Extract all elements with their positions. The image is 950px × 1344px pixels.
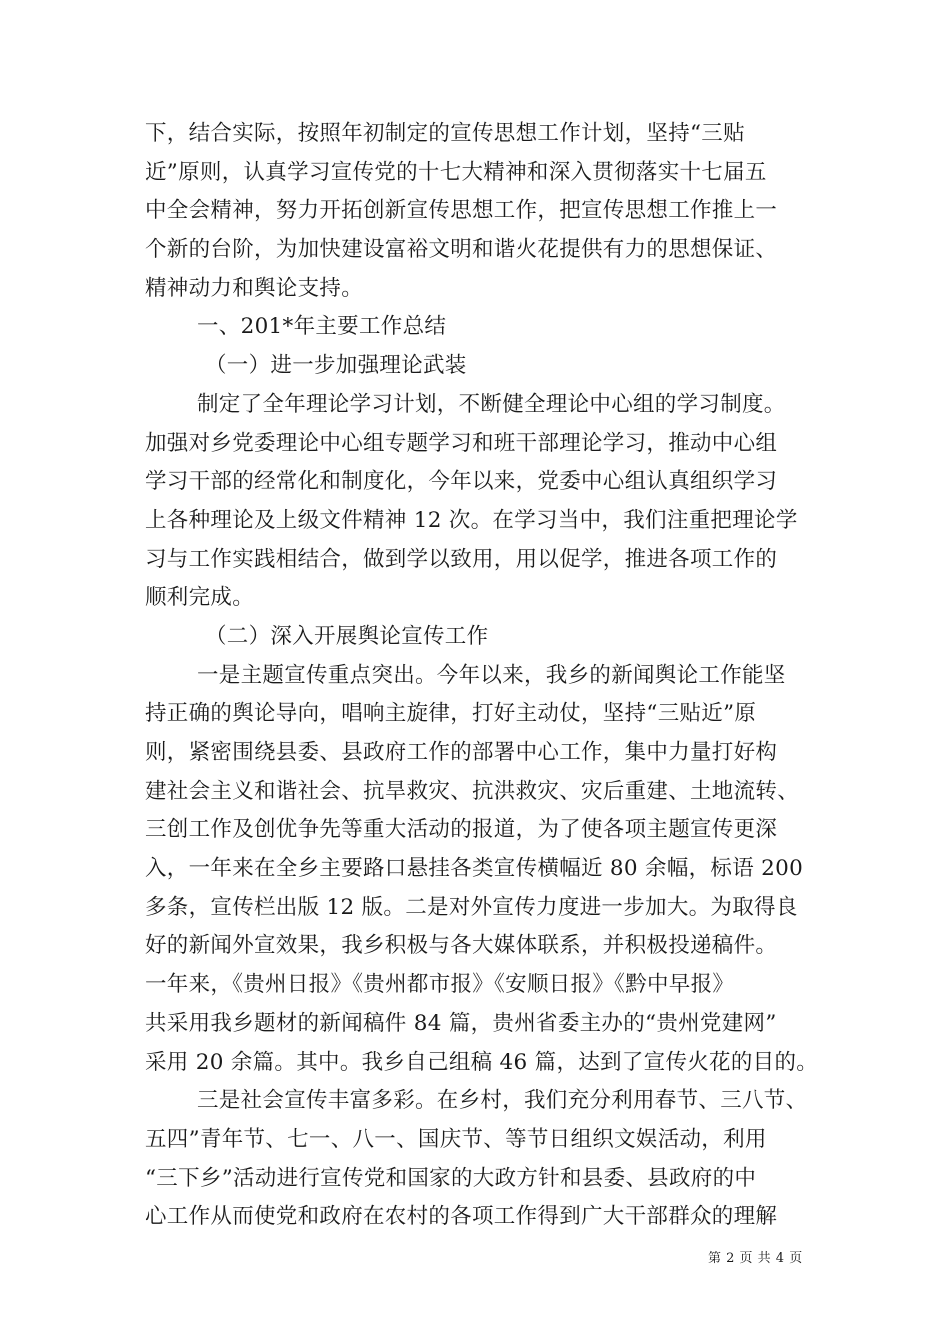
text-line: 入，一年来在全乡主要路口悬挂各类宣传横幅近 80 余幅，标语 200: [145, 856, 804, 882]
paragraph-start: 三是社会宣传丰富多彩。在乡村，我们充分利用春节、三八节、: [197, 1088, 808, 1114]
text-line: 加强对乡党委理论中心组专题学习和班干部理论学习，推动中心组: [145, 430, 778, 456]
subsection-heading: （一）进一步加强理论武装: [205, 353, 467, 379]
text-line: 建社会主义和谐社会、抗旱救灾、抗洪救灾、灾后重建、土地流转、: [145, 778, 800, 804]
text-line: “三下乡”活动进行宣传党和国家的大政方针和县委、县政府的中: [145, 1165, 757, 1191]
subsection-heading: （二）深入开展舆论宣传工作: [205, 623, 489, 649]
text-line: 采用 20 余篇。其中。我乡自己组稿 46 篇，达到了宣传火花的目的。: [145, 1049, 819, 1075]
text-line: 多条，宣传栏出版 12 版。二是对外宣传力度进一步加大。为取得良: [145, 894, 798, 920]
text-line: 学习干部的经常化和制度化，今年以来，党委中心组认真组织学习: [145, 469, 778, 495]
page-number-footer: 第 2 页 共 4 页: [708, 1251, 803, 1266]
text-line: 共采用我乡题材的新闻稿件 84 篇，贵州省委主办的“贵州党建网”: [145, 1010, 777, 1036]
text-line: 三创工作及创优争先等重大活动的报道，为了使各项主题宣传更深: [145, 817, 778, 843]
text-line: 中全会精神，努力开拓创新宣传思想工作，把宣传思想工作推上一: [145, 198, 778, 224]
text-line: 一年来，《贵州日报》《贵州都市报》《安顺日报》《黔中早报》: [145, 972, 735, 998]
text-line: 近”原则，认真学习宣传党的十七大精神和深入贯彻落实十七届五: [145, 159, 767, 185]
text-line: 下，结合实际，按照年初制定的宣传思想工作计划，坚持“三贴: [145, 121, 745, 146]
paragraph-start: 一是主题宣传重点突出。今年以来，我乡的新闻舆论工作能坚: [197, 662, 786, 688]
text-line: 个新的台阶，为加快建设富裕文明和谐火花提供有力的思想保证、: [145, 237, 778, 263]
text-line: 则，紧密围绕县委、县政府工作的部署中心工作，集中力量打好构: [145, 740, 778, 765]
section-heading: 一、201*年主要工作总结: [197, 314, 447, 340]
text-line: 精神动力和舆论支持。: [145, 275, 364, 301]
text-line: 持正确的舆论导向，唱响主旋律，打好主动仗，坚持“三贴近”原: [145, 701, 757, 727]
paragraph-start: 制定了全年理论学习计划，不断健全理论中心组的学习制度。: [197, 391, 786, 417]
text-line: 上各种理论及上级文件精神 12 次。在学习当中，我们注重把理论学: [145, 507, 798, 533]
text-line: 心工作从而使党和政府在农村的各项工作得到广大干部群众的理解: [145, 1204, 778, 1230]
text-line: 五四”青年节、七一、八一、国庆节、等节日组织文娱活动，利用: [145, 1126, 767, 1152]
text-line: 好的新闻外宣效果，我乡积极与各大媒体联系，并积极投递稿件。: [145, 933, 778, 959]
document-body: [145, 115, 819, 1237]
text-line: 顺利完成。: [145, 585, 255, 611]
text-line: 习与工作实践相结合，做到学以致用，用以促学，推进各项工作的: [145, 546, 778, 572]
